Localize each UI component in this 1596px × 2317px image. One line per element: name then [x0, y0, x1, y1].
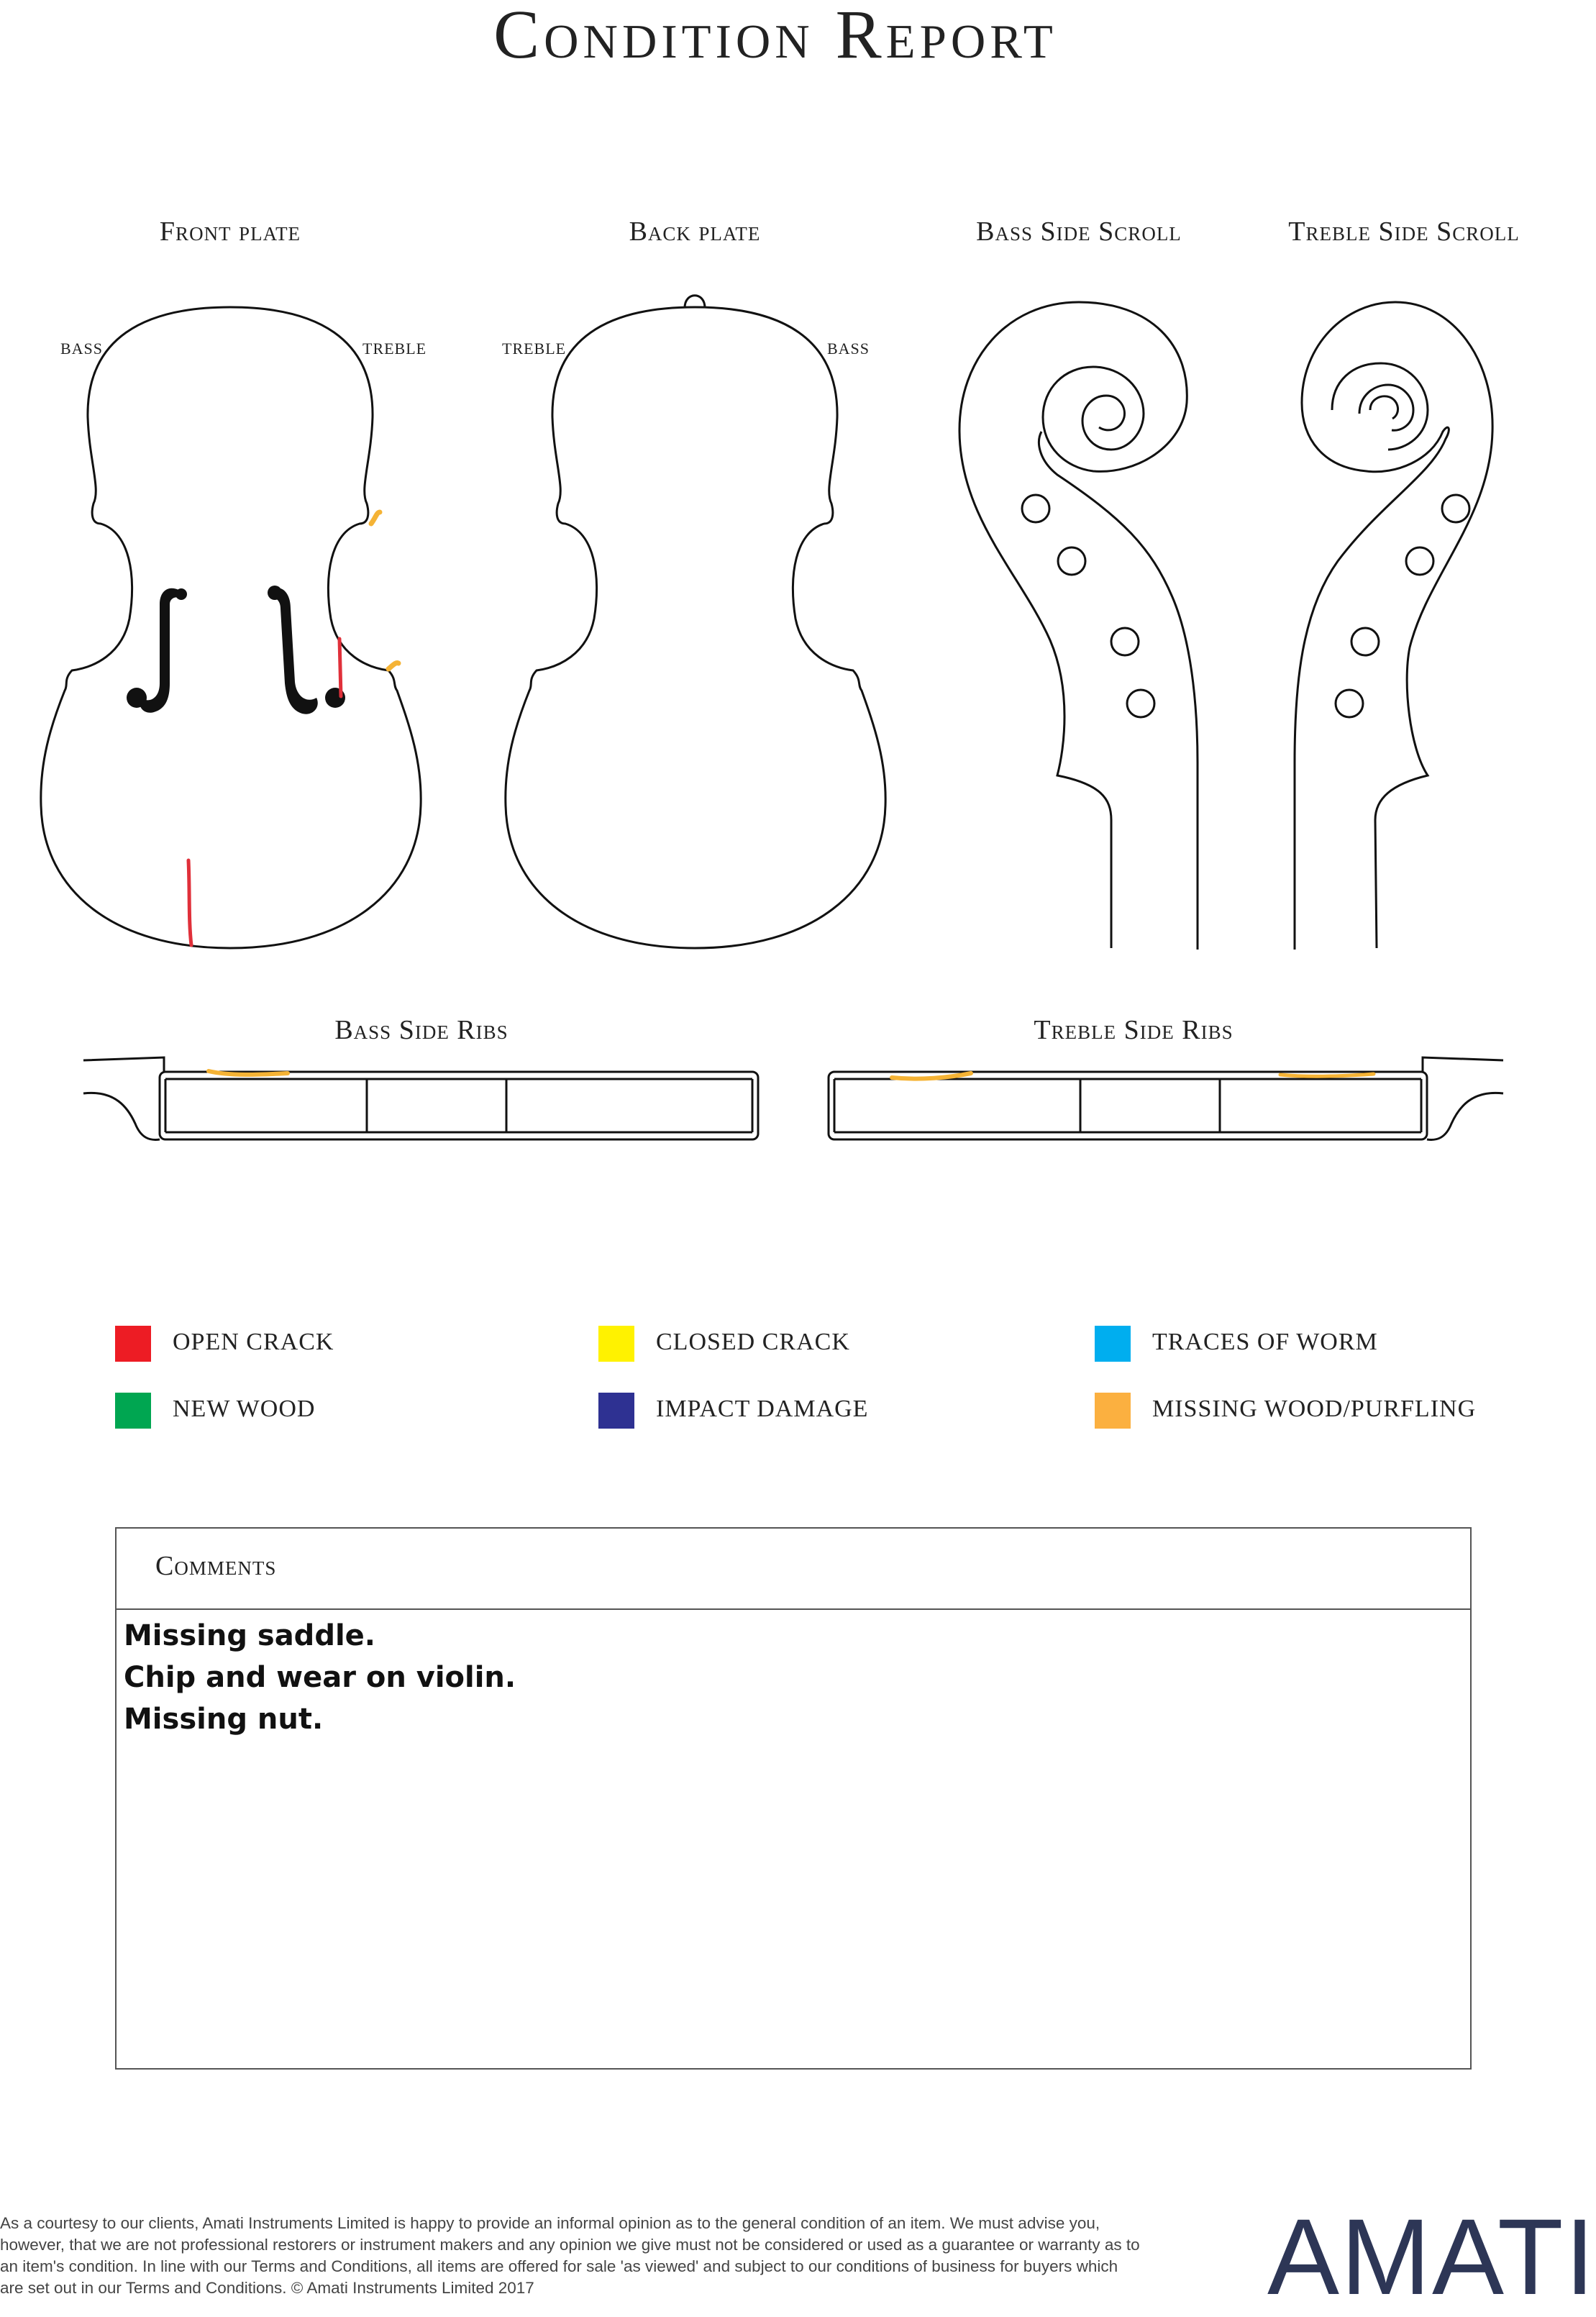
- legend-swatch-open-crack: [115, 1326, 151, 1362]
- comment-line: Missing nut.: [124, 1703, 324, 1736]
- page-title: Condition Report: [493, 0, 1057, 73]
- comments-text: [124, 1615, 516, 1740]
- front-plate-label: Front plate: [159, 217, 301, 247]
- comment-line: Chip and wear on violin.: [124, 1661, 516, 1694]
- missing-wood-mark-treble-rib-2: [1280, 1074, 1374, 1076]
- f-hole-treble: [272, 588, 318, 714]
- f-holes: [127, 586, 345, 714]
- bass-ribs-outline: [160, 1072, 758, 1139]
- legend-label: NEW WOOD: [173, 1396, 316, 1422]
- treble-side-ribs-label: Treble Side Ribs: [1034, 1015, 1234, 1045]
- back-bass-side-label: BASS: [827, 340, 870, 358]
- amati-logo: AMATI: [1267, 2196, 1596, 2317]
- front-bass-side-label: BASS: [60, 340, 104, 358]
- comments-header: [117, 1529, 1470, 1610]
- back-treble-side-label: TREBLE: [502, 340, 567, 358]
- bass-scroll-peg-hole-4: [1127, 690, 1154, 717]
- treble-scroll-peg-hole-2: [1406, 547, 1433, 575]
- open-crack-mark-upper: [339, 639, 341, 696]
- comments-box: [115, 1527, 1472, 2070]
- missing-wood-mark-front-2: [388, 663, 398, 669]
- back-plate-label: Back plate: [629, 217, 761, 247]
- bass-scroll-peg-hole-3: [1111, 628, 1139, 655]
- treble-side-scroll-label: Treble Side Scroll: [1288, 217, 1520, 247]
- legend-label: OPEN CRACK: [173, 1329, 334, 1355]
- treble-ribs-outline: [829, 1072, 1427, 1139]
- legend-label: MISSING WOOD/PURFLING: [1152, 1396, 1477, 1422]
- legend-label: TRACES OF WORM: [1152, 1329, 1378, 1355]
- bass-scroll-peg-hole-2: [1058, 547, 1085, 575]
- bass-side-scroll-label: Bass Side Scroll: [976, 217, 1182, 247]
- legend-label: IMPACT DAMAGE: [656, 1396, 869, 1422]
- disclaimer-text: As a courtesy to our clients, Amati Instruments Limited is happy to provide an informal opinion as to the general condition of an item. We must advise you, however, that we are not professional restorers or instrument makers and any opinion we give must not be considered or used as a guarantee or warranty as to an item's condition. In line with our Terms and Conditions, all items are offered for sale 'as viewed' and subject to our conditions of business for buyers which are set out in our Terms and Conditions. © Amati Instruments Limited 2017: [0, 2214, 1140, 2297]
- treble-scroll-peg-hole-4: [1336, 690, 1363, 717]
- front-plate-outline: [41, 307, 421, 948]
- treble-scroll-peg-hole-3: [1351, 628, 1379, 655]
- missing-wood-mark-front-1: [371, 512, 380, 524]
- comment-line: Missing saddle.: [124, 1619, 375, 1652]
- bass-scroll-peg-hole-1: [1022, 495, 1049, 522]
- legend-swatch-missing-wood-purfling: [1095, 1393, 1131, 1429]
- back-button: [685, 296, 705, 308]
- legend-label: CLOSED CRACK: [656, 1329, 850, 1355]
- missing-wood-mark-treble-rib-1: [892, 1073, 971, 1079]
- legend-swatch-impact-damage: [598, 1393, 634, 1429]
- back-plate-outline: [506, 307, 885, 948]
- legend-swatch-traces-of-worm: [1095, 1326, 1131, 1362]
- front-treble-side-label: TREBLE: [362, 340, 427, 358]
- legend-swatch-new-wood: [115, 1393, 151, 1429]
- bass-scroll-outline: [959, 302, 1187, 948]
- open-crack-mark-lower: [188, 860, 191, 945]
- legend-swatch-closed-crack: [598, 1326, 634, 1362]
- treble-scroll-peg-hole-1: [1442, 495, 1469, 522]
- comments-title: Comments: [155, 1551, 277, 1581]
- bass-side-ribs-label: Bass Side Ribs: [334, 1015, 509, 1045]
